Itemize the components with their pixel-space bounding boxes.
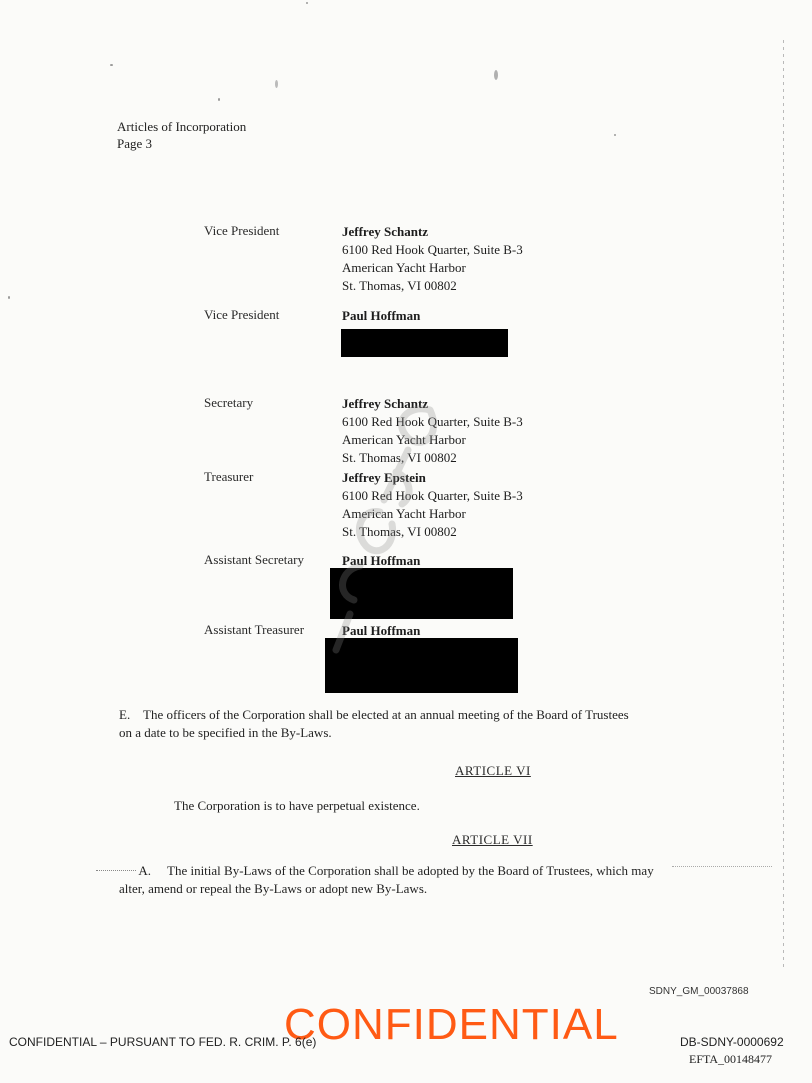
paragraph-e — [119, 706, 629, 742]
scan-speck — [275, 80, 278, 88]
paragraph-line: The initial By-Laws of the Corporation shall be adopted by the Board of Trustees, which may — [167, 863, 654, 878]
scan-speck — [494, 70, 498, 80]
officer-name: Paul Hoffman — [342, 553, 421, 568]
officer-role: Treasurer — [204, 469, 254, 484]
paragraph-line: alter, amend or repeal the By-Laws or adopt new By-Laws. — [119, 881, 428, 896]
bates-number: DB-SDNY-0000692 — [680, 1035, 784, 1049]
officer-block — [342, 223, 523, 295]
officer-role: Secretary — [204, 395, 254, 410]
document-header — [117, 118, 246, 152]
officer-role: Vice President — [204, 223, 280, 238]
scan-speck — [614, 134, 616, 136]
scan-speck — [218, 98, 220, 101]
officer-address-line: 6100 Red Hook Quarter, Suite B-3 — [342, 414, 523, 429]
article-heading: ARTICLE VI — [455, 763, 531, 778]
officer-name: Paul Hoffman — [342, 308, 421, 323]
efta-number: EFTA_00148477 — [689, 1052, 773, 1066]
confidential-stamp: CONFIDENTIAL — [284, 1000, 619, 1049]
officer-address-line: 6100 Red Hook Quarter, Suite B-3 — [342, 242, 523, 257]
copy-watermark — [310, 400, 460, 660]
bates-number-small: SDNY_GM_00037868 — [649, 986, 749, 997]
officer-role: Vice President — [204, 307, 280, 322]
officer-name: Paul Hoffman — [342, 623, 421, 638]
officer-role: Assistant Secretary — [204, 552, 305, 567]
paragraph-a — [119, 862, 654, 898]
footer-confidentiality-notice: CONFIDENTIAL – PURSUANT TO FED. R. CRIM. P. 6(e) — [9, 1035, 317, 1049]
officer-name: Jeffrey Schantz — [342, 396, 429, 411]
page-number: Page 3 — [117, 136, 153, 151]
scan-speck — [306, 2, 308, 4]
scan-streak — [96, 870, 136, 871]
officer-role: Assistant Treasurer — [204, 622, 305, 637]
officer-name: Jeffrey Schantz — [342, 224, 429, 239]
officer-address-line: American Yacht Harbor — [342, 506, 466, 521]
document-title: Articles of Incorporation — [117, 119, 247, 134]
officer-address-line: St. Thomas, VI 00802 — [342, 524, 457, 539]
scan-speck — [8, 296, 10, 299]
officer-block — [342, 307, 420, 325]
paragraph-line: on a date to be specified in the By-Laws. — [119, 725, 332, 740]
paragraph-line: The officers of the Corporation shall be elected at an annual meeting of the Board of Trustees — [143, 707, 629, 722]
article-heading: ARTICLE VII — [452, 832, 533, 847]
officer-address-line: 6100 Red Hook Quarter, Suite B-3 — [342, 488, 523, 503]
paragraph-label: E. — [119, 707, 131, 722]
officer-address-line: St. Thomas, VI 00802 — [342, 278, 457, 293]
scan-margin-line — [783, 40, 784, 970]
scan-streak — [672, 866, 772, 867]
paragraph-label: A. — [138, 863, 151, 878]
article-text: The Corporation is to have perpetual existence. — [174, 798, 420, 813]
officer-name: Jeffrey Epstein — [342, 470, 426, 485]
scan-speck — [110, 64, 113, 66]
officer-address-line: American Yacht Harbor — [342, 432, 466, 447]
redaction-box — [341, 329, 508, 357]
officer-address-line: St. Thomas, VI 00802 — [342, 450, 457, 465]
officer-address-line: American Yacht Harbor — [342, 260, 466, 275]
